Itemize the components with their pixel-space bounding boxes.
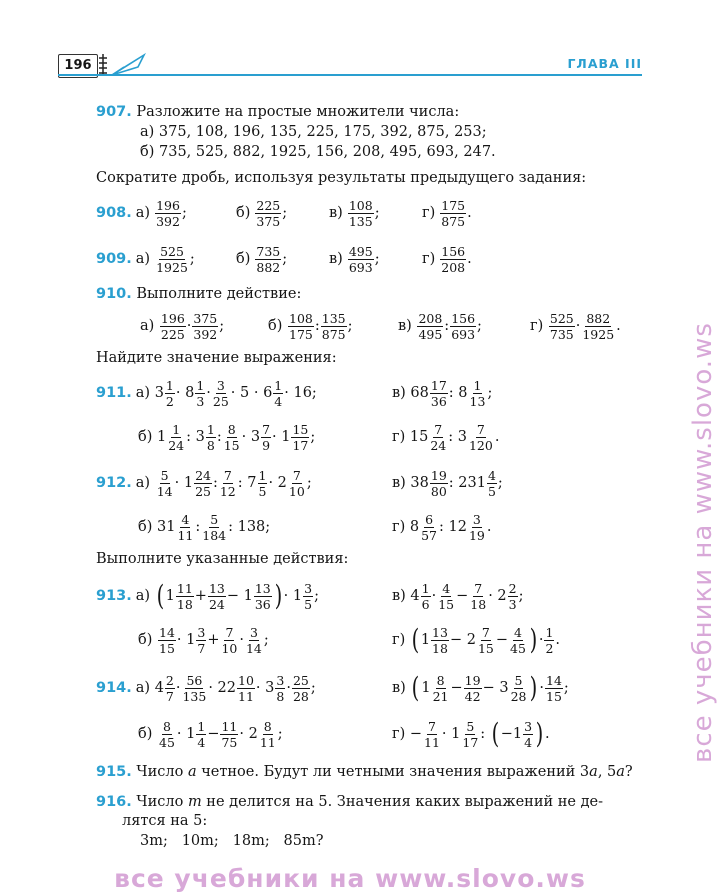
chapter-title: ГЛАВА III — [567, 56, 642, 71]
item-c: в) 38 $\frac{19}{80}$ : 231 $\frac{4}{5}$ ; — [392, 467, 503, 499]
exercise-912-row1 — [96, 464, 503, 502]
item-d: г) 15 $\frac{7}{24}$ : 3 $\frac{7}{120}$ . — [392, 421, 500, 453]
exercise-number: 914. — [96, 680, 132, 696]
item-b: б) 1 $\frac{1}{24}$ : 3 $\frac{1}{8}$ : $\frac{8}{15}$ · 3 $\frac{7}{9}$ · 1 $\frac{15}{17}$ ; — [138, 421, 316, 453]
exercise-910 — [96, 286, 301, 302]
exercise-907-b: б) 735, 525, 882, 1925, 156, 208, 495, 693, 247. — [140, 144, 496, 160]
item-b: б) $\frac{8}{45}$ · 1 $\frac{1}{4}$ − $\frac{11}{75}$ · 2 $\frac{8}{11}$ ; — [138, 718, 283, 750]
header-rule — [58, 74, 642, 76]
exercise-911-row2 — [138, 418, 500, 456]
item-b: б) 31 $\frac{4}{11}$ : $\frac{5}{184}$ : 138; — [138, 511, 271, 543]
exercise-915: 915. Число a четное. Будут ли четными значения выражений 3a, 5a? — [96, 764, 633, 780]
exercise-number: 908. — [96, 205, 132, 221]
exercise-907 — [96, 104, 459, 120]
watermark-side: все учебники на www.slovo.ws — [688, 322, 718, 763]
exercise-number: 911. — [96, 385, 132, 401]
exercise-text: Выполните действие: — [136, 286, 302, 302]
exercise-914-row1 — [96, 668, 569, 708]
exercise-text: Разложите на простые множители числа: — [136, 104, 460, 120]
page-header — [58, 52, 642, 78]
exercise-number: 912. — [96, 475, 132, 491]
exercise-907-a: а) 375, 108, 196, 135, 225, 175, 392, 875, 253; — [140, 124, 487, 140]
exercise-913-row2 — [138, 620, 561, 660]
item-b: б) $\frac{108}{175}$ : $\frac{135}{875}$ ; — [268, 310, 353, 342]
exercise-number: 910. — [96, 286, 132, 302]
item-c: в) $\frac{495}{693}$ ; — [329, 243, 380, 275]
exercise-913-row1 — [96, 576, 524, 616]
instruction-reduce: Сократите дробь, используя результаты предыдущего задания: — [96, 170, 587, 186]
exercise-911-row1 — [96, 374, 493, 412]
exercise-916-line2: лятся на 5: — [122, 813, 208, 829]
item-a: а) 3 $\frac{1}{2}$ · 8 $\frac{1}{3}$ · $\frac{3}{25}$ · 5 · 6 $\frac{1}{4}$ · 16; — [135, 377, 317, 409]
item-a: а) $\frac{5}{14}$ · 1 $\frac{24}{25}$ : $\frac{7}{12}$ : 7 $\frac{1}{5}$ · 2 $\frac{7}{10}$ ; — [135, 467, 312, 499]
exercise-number: 909. — [96, 251, 132, 267]
item-d: г) − $\frac{7}{11}$ · 1 $\frac{5}{17}$ : ( −1 $\frac{3}{4}$ ) . — [392, 717, 550, 750]
item-b: б) $\frac{14}{15}$ · 1 $\frac{3}{7}$ + $\frac{7}{10}$ · $\frac{3}{14}$ ; — [138, 624, 269, 656]
instruction-find: Найдите значение выражения: — [96, 350, 337, 366]
item-a: а) $\frac{196}{392}$ ; — [135, 197, 187, 229]
item-b: б) $\frac{225}{375}$ ; — [236, 197, 288, 229]
item-c: в) 4 $\frac{1}{6}$ · $\frac{4}{15}$ − $\frac{7}{18}$ · 2 $\frac{2}{3}$ ; — [392, 580, 524, 612]
exercise-number: 907. — [96, 104, 132, 120]
exercise-912-row2 — [138, 508, 492, 546]
item-c: в) $\frac{108}{135}$ ; — [329, 197, 380, 229]
item-d: г) ( 1 $\frac{13}{18}$ − 2 $\frac{7}{15}$ − $\frac{4}{45}$ ) · $\frac{1}{2}$ . — [392, 623, 561, 656]
exercise-916-options: 3m; 10m; 18m; 85m? — [140, 833, 324, 849]
item-d: г) $\frac{156}{208}$ . — [422, 243, 472, 275]
item-a: а) 4 $\frac{2}{7}$ · $\frac{56}{135}$ · 22 $\frac{10}{11}$ · 3 $\frac{3}{8}$ · $\frac{25}{28}$ ; — [135, 672, 316, 704]
exercise-908 — [96, 196, 472, 230]
exercise-number: 916. — [96, 794, 132, 810]
item-c: в) 68 $\frac{17}{36}$ : 8 $\frac{1}{13}$ ; — [392, 377, 493, 409]
page-number: 196 — [58, 54, 98, 78]
item-a: а) $\frac{196}{225}$ · $\frac{375}{392}$ ; — [140, 310, 225, 342]
exercise-916: 916. Число m не делится на 5. Значения каких выражений не де- — [96, 794, 604, 810]
exercise-number: 915. — [96, 764, 132, 780]
exercise-910-items — [140, 308, 621, 344]
item-c: в) $\frac{208}{495}$ : $\frac{156}{693}$ ; — [398, 310, 482, 342]
item-d: г) 8 $\frac{6}{57}$ : 12 $\frac{3}{19}$ . — [392, 511, 492, 543]
item-a: а) $\frac{525}{1925}$ ; — [135, 243, 195, 275]
item-b: б) $\frac{735}{882}$ ; — [236, 243, 288, 275]
exercise-number: 913. — [96, 588, 132, 604]
watermark-bottom: все учебники на www.slovo.ws — [114, 864, 586, 893]
item-c: в) ( 1 $\frac{8}{21}$ − $\frac{19}{42}$ − 3 $\frac{5}{28}$ ) · $\frac{14}{15}$ ; — [392, 671, 569, 704]
item-a: а) ( 1 $\frac{11}{18}$ + $\frac{13}{24}$ − 1 $\frac{13}{36}$ ) · 1 $\frac{3}{5}$ ; — [135, 579, 319, 612]
instruction-do: Выполните указанные действия: — [96, 551, 349, 567]
exercise-909 — [96, 242, 472, 276]
item-d: г) $\frac{525}{735}$ · $\frac{882}{1925}$ . — [530, 310, 621, 342]
item-d: г) $\frac{175}{875}$ . — [422, 197, 472, 229]
exercise-914-row2 — [138, 714, 550, 754]
